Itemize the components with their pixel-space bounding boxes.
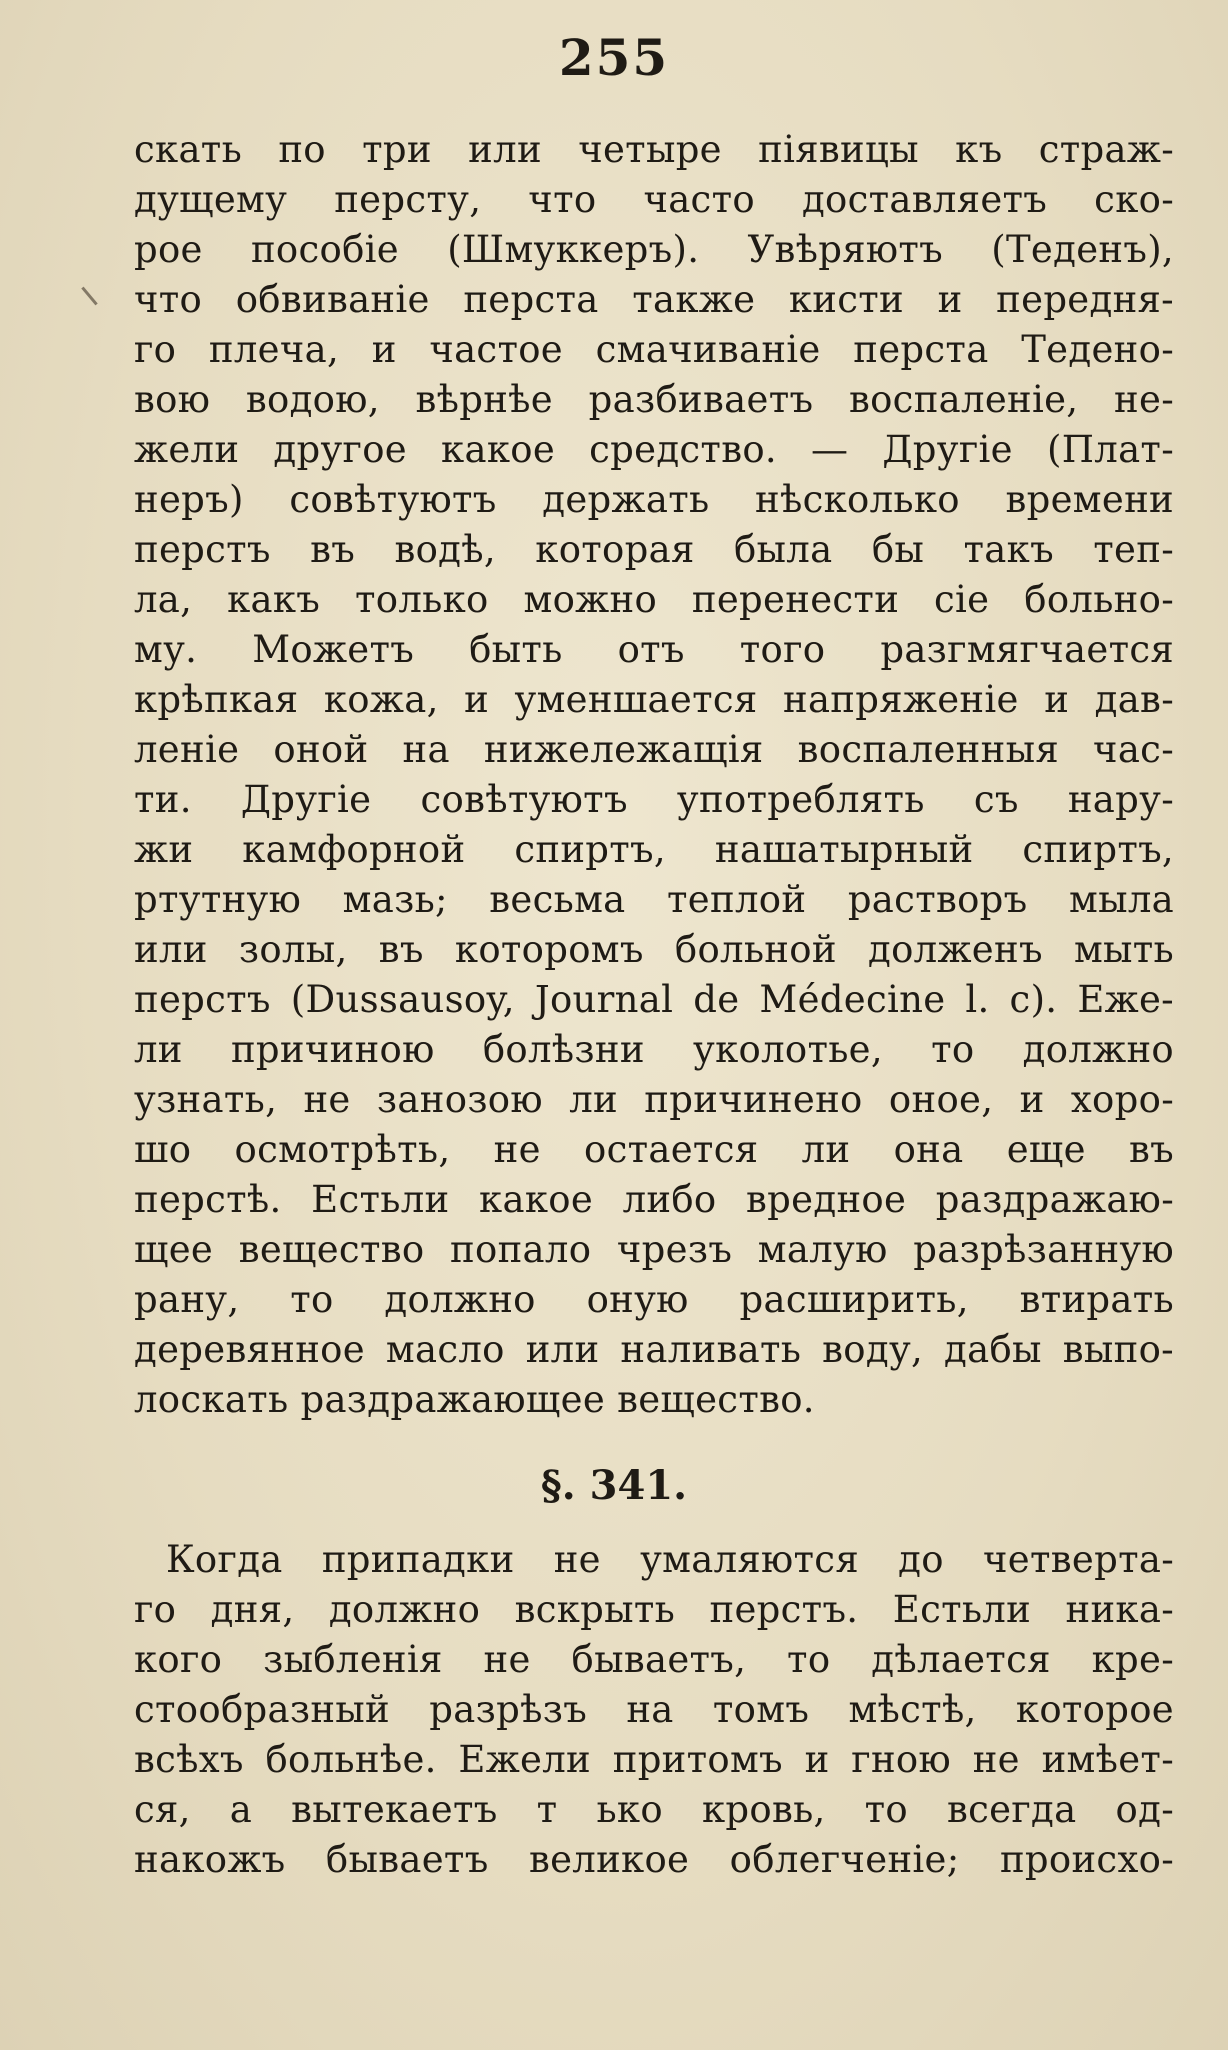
text-line: всѣхъ больнѣе. Ежели притомъ и гною не имѣет- [134,1738,1174,1781]
text-line: крѣпкая кожа, и уменшается напряженіе и дав- [134,678,1174,721]
section-heading: §. 341. [540,1462,688,1509]
text-line: кого зыбленія не бываетъ, то дѣлается кре- [134,1638,1174,1681]
paragraph-1 [134,125,1174,1425]
text-line: перстъ въ водѣ, которая была бы такъ теп- [134,528,1174,571]
text-line: ся, а вытекаетъ т ько кровь, то всегда од- [134,1788,1174,1831]
text-line: му. Можетъ быть отъ того разгмягчается [134,628,1174,671]
text-line: деревянное масло или наливать воду, дабы выпо- [134,1328,1174,1371]
text-line: ли причиною болѣзни уколотье, то должно [134,1028,1174,1071]
text-line: Когда припадки не умаляются до четверта- [166,1538,1174,1581]
text-line: ти. Другіе совѣтуютъ употреблять съ нару- [134,778,1174,821]
text-line: перстъ (Dussausoy, Journal de Médecine l. c). Еже- [134,978,1174,1021]
text-line: жели другое какое средство. — Другіе (Плат- [134,428,1174,471]
text-line: накожъ бываетъ великое облегченіе; происхо- [134,1838,1174,1881]
text-line: неръ) совѣтуютъ держать нѣсколько времени [134,478,1174,521]
text-line: узнать, не занозою ли причинено оное, и хоро- [134,1078,1174,1121]
text-line: скать по три или четыре піявицы къ страж- [134,128,1174,171]
text-line: дущему персту, что часто доставляетъ ско- [134,178,1174,221]
text-line: го дня, должно вскрыть перстъ. Естьли ника- [134,1588,1174,1631]
text-line: щее вещество попало чрезъ малую разрѣзанную [134,1228,1174,1271]
text-line: жи камфорной спиртъ, нашатырный спиртъ, [134,828,1174,871]
paragraph-2 [134,1535,1174,1885]
text-line: леніе оной на нижележащія воспаленныя час- [134,728,1174,771]
text-line: что обвиваніе перста также кисти и передня- [134,278,1174,321]
text-line: ла, какъ только можно перенести сіе больно- [134,578,1174,621]
text-line: стообразный разрѣзъ на томъ мѣстѣ, которое [134,1688,1174,1731]
margin-mark [81,287,97,306]
text-line: ртутную мазь; весьма теплой растворъ мыла [134,878,1174,921]
text-line: шо осмотрѣть, не остается ли она еще въ [134,1128,1174,1171]
text-line: го плеча, и частое смачиваніе перста Теденo- [134,328,1174,371]
text-line: рану, то должно оную расширить, втирать [134,1278,1174,1321]
text-line: лоскать раздражающее вещество. [134,1378,815,1421]
text-line: вою водою, вѣрнѣе разбиваетъ воспаленіе, не- [134,378,1174,421]
text-line: или золы, въ которомъ больной долженъ мыть [134,928,1174,971]
text-line: рое пособіе (Шмуккеръ). Увѣряютъ (Теденъ), [134,228,1174,271]
text-line: перстѣ. Естьли какое либо вредное раздражаю- [134,1178,1174,1221]
page-number: 255 [558,28,670,87]
